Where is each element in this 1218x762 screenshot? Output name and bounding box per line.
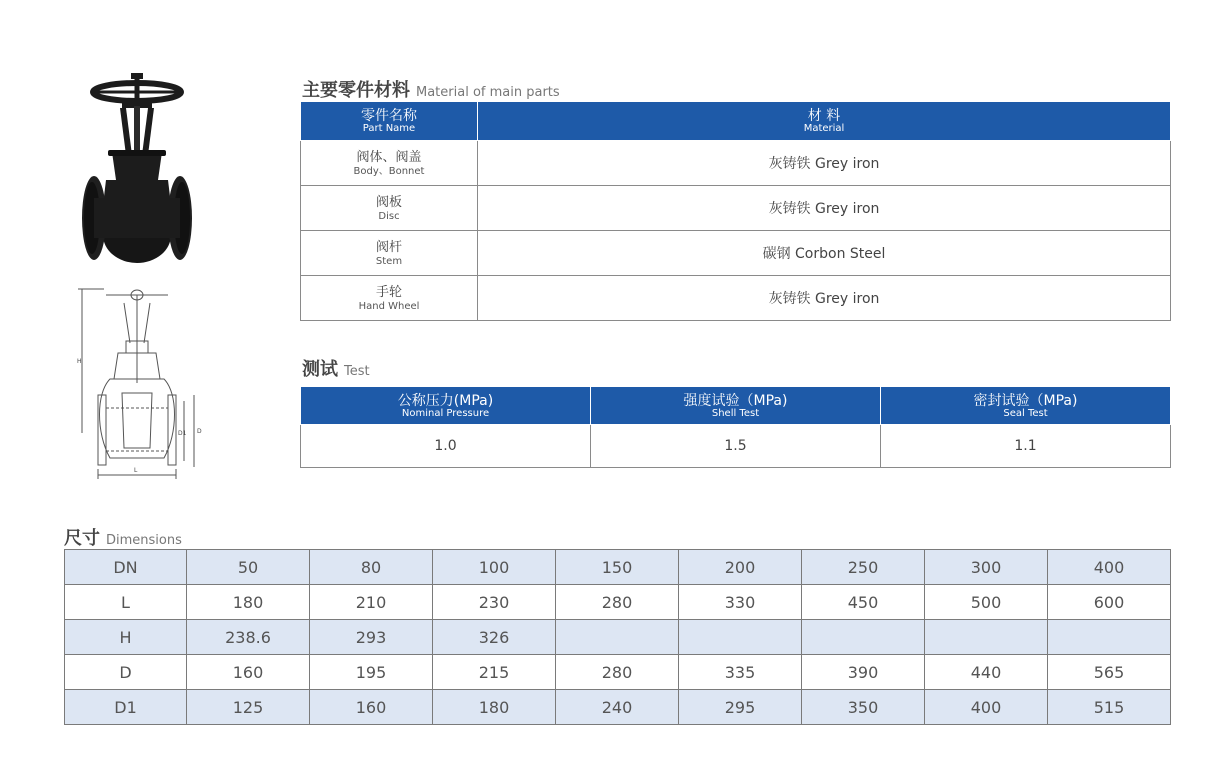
material-cell: 灰铸铁 Grey iron <box>478 141 1171 186</box>
materials-heading <box>302 76 560 102</box>
cell: 515 <box>1048 690 1171 725</box>
cell: 300 <box>925 550 1048 585</box>
materials-table <box>300 101 1171 321</box>
header-shell-test: 强度试验（MPa) Shell Test <box>591 387 881 425</box>
material-cell: 碳钢 Corbon Steel <box>478 231 1171 276</box>
cell: 450 <box>802 585 925 620</box>
dimensions-title-zh: 尺寸 <box>64 528 100 549</box>
cell: 180 <box>433 690 556 725</box>
cell: 80 <box>310 550 433 585</box>
drawing-label-h: H <box>77 358 82 365</box>
cell: 215 <box>433 655 556 690</box>
cell: 400 <box>1048 550 1171 585</box>
header-part-name: 零件名称 Part Name <box>301 102 478 141</box>
part-cell: 阀杆 Stem <box>301 231 478 276</box>
cell: 600 <box>1048 585 1171 620</box>
table-row <box>65 690 1171 725</box>
row-label: D <box>65 655 187 690</box>
table-row <box>65 620 1171 655</box>
materials-title-zh: 主要零件材料 <box>302 80 410 101</box>
material-cell: 灰铸铁 Grey iron <box>478 276 1171 321</box>
cell: 280 <box>556 585 679 620</box>
cell: 295 <box>679 690 802 725</box>
table-row <box>65 550 1171 585</box>
header-seal-test: 密封试验（MPa) Seal Test <box>881 387 1171 425</box>
cell: 250 <box>802 550 925 585</box>
cell: 335 <box>679 655 802 690</box>
cell: 150 <box>556 550 679 585</box>
test-title-en: Test <box>344 364 370 379</box>
cell: 390 <box>802 655 925 690</box>
part-cell: 阀体、阀盖 Body、Bonnet <box>301 141 478 186</box>
gate-valve-photo-icon <box>76 70 206 270</box>
cell: 293 <box>310 620 433 655</box>
table-row <box>301 186 1171 231</box>
cell: 238.6 <box>187 620 310 655</box>
cell: 195 <box>310 655 433 690</box>
part-cell: 阀板 Disc <box>301 186 478 231</box>
cell: 440 <box>925 655 1048 690</box>
table-row <box>65 655 1171 690</box>
table-row <box>301 276 1171 321</box>
cell: 326 <box>433 620 556 655</box>
test-table <box>300 386 1171 468</box>
cell: 180 <box>187 585 310 620</box>
row-label: DN <box>65 550 187 585</box>
cell: 160 <box>310 690 433 725</box>
cell <box>1048 620 1171 655</box>
table-row <box>301 141 1171 186</box>
dimensions-title-en: Dimensions <box>106 533 182 548</box>
drawing-label-d: D <box>197 428 202 435</box>
table-row <box>301 231 1171 276</box>
shell-test-value: 1.5 <box>591 425 881 468</box>
cell: 125 <box>187 690 310 725</box>
material-cell: 灰铸铁 Grey iron <box>478 186 1171 231</box>
cell: 400 <box>925 690 1048 725</box>
drawing-label-d1: D1 <box>178 430 187 437</box>
cell: 100 <box>433 550 556 585</box>
cell <box>679 620 802 655</box>
cell: 200 <box>679 550 802 585</box>
cell: 50 <box>187 550 310 585</box>
cell: 500 <box>925 585 1048 620</box>
materials-title-en: Material of main parts <box>416 85 560 100</box>
row-label: D1 <box>65 690 187 725</box>
row-label: H <box>65 620 187 655</box>
cell <box>925 620 1048 655</box>
cell: 160 <box>187 655 310 690</box>
table-row <box>65 585 1171 620</box>
cell <box>556 620 679 655</box>
test-heading <box>302 355 370 381</box>
cell: 280 <box>556 655 679 690</box>
gate-valve-drawing-icon <box>74 283 214 483</box>
dimensions-table <box>64 549 1171 725</box>
drawing-label-l: L <box>134 467 138 474</box>
cell <box>802 620 925 655</box>
cell: 350 <box>802 690 925 725</box>
seal-test-value: 1.1 <box>881 425 1171 468</box>
cell: 240 <box>556 690 679 725</box>
part-cell: 手轮 Hand Wheel <box>301 276 478 321</box>
dimensions-heading <box>64 524 182 550</box>
row-label: L <box>65 585 187 620</box>
cell: 330 <box>679 585 802 620</box>
table-row <box>301 425 1171 468</box>
nominal-pressure-value: 1.0 <box>301 425 591 468</box>
test-title-zh: 测试 <box>302 359 338 380</box>
cell: 210 <box>310 585 433 620</box>
header-material: 材 料 Material <box>478 102 1171 141</box>
header-nominal-pressure: 公称压力(MPa) Nominal Pressure <box>301 387 591 425</box>
cell: 565 <box>1048 655 1171 690</box>
cell: 230 <box>433 585 556 620</box>
